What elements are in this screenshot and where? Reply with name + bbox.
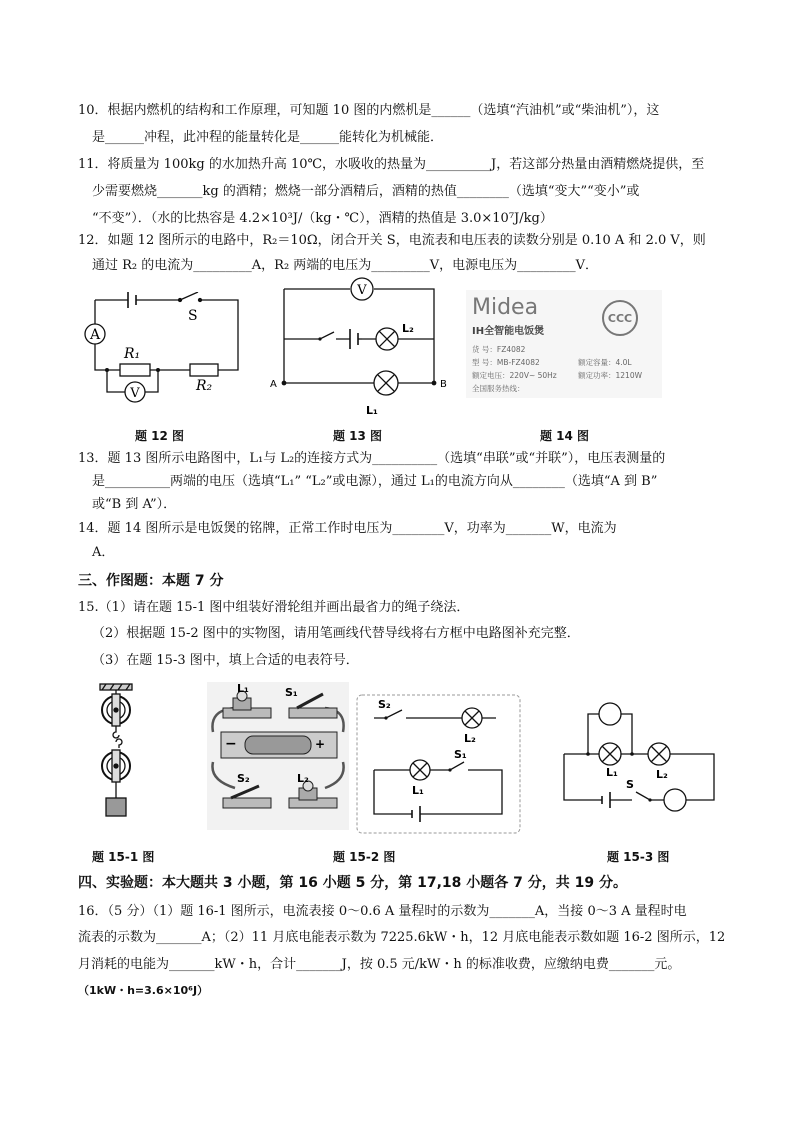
figure-15-2-schematic: [356, 694, 521, 834]
figure-14-nameplate: [466, 290, 662, 398]
figure-15-2-physical: [205, 680, 351, 832]
fig12-voltmeter-label: V: [130, 386, 140, 401]
q12-line1: 12．如题 12 图所示的电路中，R₂＝10Ω，闭合开关 S，电流表和电压表的读数分别是 0.10 A 和 2.0 V，则: [78, 233, 706, 248]
fig13-voltmeter-label: V: [357, 283, 367, 298]
q16-line1: 16．（5 分）（1）题 16-1 图所示，电流表接 0～0.6 A 量程时的示数为_______A，当接 0～3 A 量程时电: [78, 904, 687, 919]
fig14-item-no: 货 号：FZ4082: [472, 345, 526, 354]
q12-line2: 通过 R₂ 的电流为_________A，R₂ 两端的电压为_________V，电源电压为_________V．: [92, 258, 599, 273]
fig13-a-label: A: [270, 379, 277, 390]
fig14-capacity: 额定容量：4.0L: [578, 358, 632, 367]
fig15-2b-l1-label: L₁: [412, 784, 424, 797]
q15-line3: （3）在题 15-3 图中，填上合适的电表符号．: [92, 653, 359, 668]
q16-line2: 流表的示数为_______A；（2）11 月底电能表示数为 7225.6kW・h，12 月底电能表示数如题 16-2 图所示，12: [78, 930, 726, 945]
q13-line1: 13．题 13 图所示电路图中，L₁与 L₂的连接方式为__________（选填“串联”或“并联”），电压表测量的: [78, 451, 666, 466]
fig15-2b-l2-label: L₂: [464, 732, 476, 745]
fig13-l1-label: L₁: [366, 404, 378, 417]
caption-fig12: 题 12 图: [135, 429, 185, 443]
fig13-b-label: B: [440, 379, 447, 390]
q11-line3: “不变”）．（水的比热容是 4.2×10³J/（kg・℃），酒精的热值是 3.0×10⁷J/kg）: [92, 211, 553, 226]
fig14-brand: Midea: [472, 295, 539, 320]
fig15-2-s1-label: S₁: [285, 686, 298, 699]
q11-line2: 少需要燃烧_______kg 的酒精；燃烧一部分酒精后，酒精的热值________（选填“变大”“变小”或: [92, 184, 640, 199]
figure-13-circuit: [268, 276, 454, 418]
q15-line1: 15.（1）请在题 15-1 图中组装好滑轮组并画出最省力的绳子绕法．: [78, 600, 470, 615]
fig14-product: IH全智能电饭煲: [472, 326, 545, 337]
fig12-ammeter-label: A: [89, 327, 101, 343]
q13-line3: 或“B 到 A”）．: [92, 497, 177, 512]
fig15-2-l1-label: L₁: [237, 682, 249, 695]
q16-note: （1kW・h=3.6×10⁶J）: [78, 984, 209, 997]
fig15-3-s-label: S: [626, 778, 634, 791]
q10-line1: 10．根据内燃机的结构和工作原理，可知题 10 图的内燃机是______（选填“汽油机”或“柴油机”），这: [78, 103, 660, 118]
fig14-model: 型 号：MB-FZ4082: [472, 358, 540, 367]
section-4-heading: 四、实验题：本大题共 3 小题，第 16 小题 5 分，第 17,18 小题各 7 分，共 19 分。: [78, 875, 627, 891]
fig13-l2-label: L₂: [402, 322, 414, 335]
figure-15-3-circuit: [560, 700, 720, 812]
caption-fig15-1: 题 15-1 图: [92, 850, 155, 864]
caption-fig15-2: 题 15-2 图: [333, 850, 396, 864]
fig15-2b-s2-label: S₂: [378, 698, 391, 711]
q14-line1: 14．题 14 图所示是电饭煲的铭牌，正常工作时电压为________V，功率为_______W，电流为: [78, 521, 617, 536]
fig15-2-minus-label: −: [225, 736, 237, 752]
q15-line2: （2）根据题 15-2 图中的实物图，请用笔画线代替导线将右方框中电路图补充完整．: [92, 626, 580, 641]
fig15-2-l2-label: L₂: [297, 772, 309, 785]
fig15-2-plus-label: +: [315, 737, 326, 751]
section-3-heading: 三、作图题：本题 7 分: [78, 573, 224, 589]
fig14-hotline: 全国服务热线：: [472, 384, 525, 393]
caption-fig14: 题 14 图: [540, 429, 590, 443]
fig14-voltage: 额定电压：220V~ 50Hz: [472, 371, 557, 380]
caption-fig13: 题 13 图: [333, 429, 383, 443]
fig14-power: 额定功率：1210W: [578, 371, 643, 380]
fig15-3-l1-label: L₁: [606, 766, 618, 779]
fig12-r2-label: R₂: [196, 378, 213, 394]
q16-line3: 月消耗的电能为_______kW・h，合计_______J，按 0.5 元/kW・h 的标准收费，应缴纳电费_______元。: [78, 957, 681, 972]
fig15-3-l2-label: L₂: [656, 768, 668, 781]
caption-fig15-3: 题 15-3 图: [607, 850, 670, 864]
q11-line1: 11．将质量为 100kg 的水加热升高 10℃，水吸收的热量为__________J，若这部分热量由酒精燃烧提供，至: [78, 157, 705, 172]
fig15-2-s2-label: S₂: [237, 772, 250, 785]
q10-line2: 是______冲程，此冲程的能量转化是______能转化为机械能．: [92, 130, 444, 145]
q13-line2: 是__________两端的电压（选填“L₁” “L₂”或电源），通过 L₁的电流方向从________（选填“A 到 B”: [92, 474, 658, 489]
figure-12-circuit: [80, 292, 242, 410]
fig12-switch-label: S: [188, 308, 198, 324]
fig12-r1-label: R₁: [124, 346, 141, 362]
fig15-2b-s1-label: S₁: [454, 748, 467, 761]
fig14-ccc-mark: CCC: [607, 312, 633, 325]
q14-line2: A．: [92, 545, 115, 560]
figure-15-1-pulleys: [94, 680, 144, 830]
